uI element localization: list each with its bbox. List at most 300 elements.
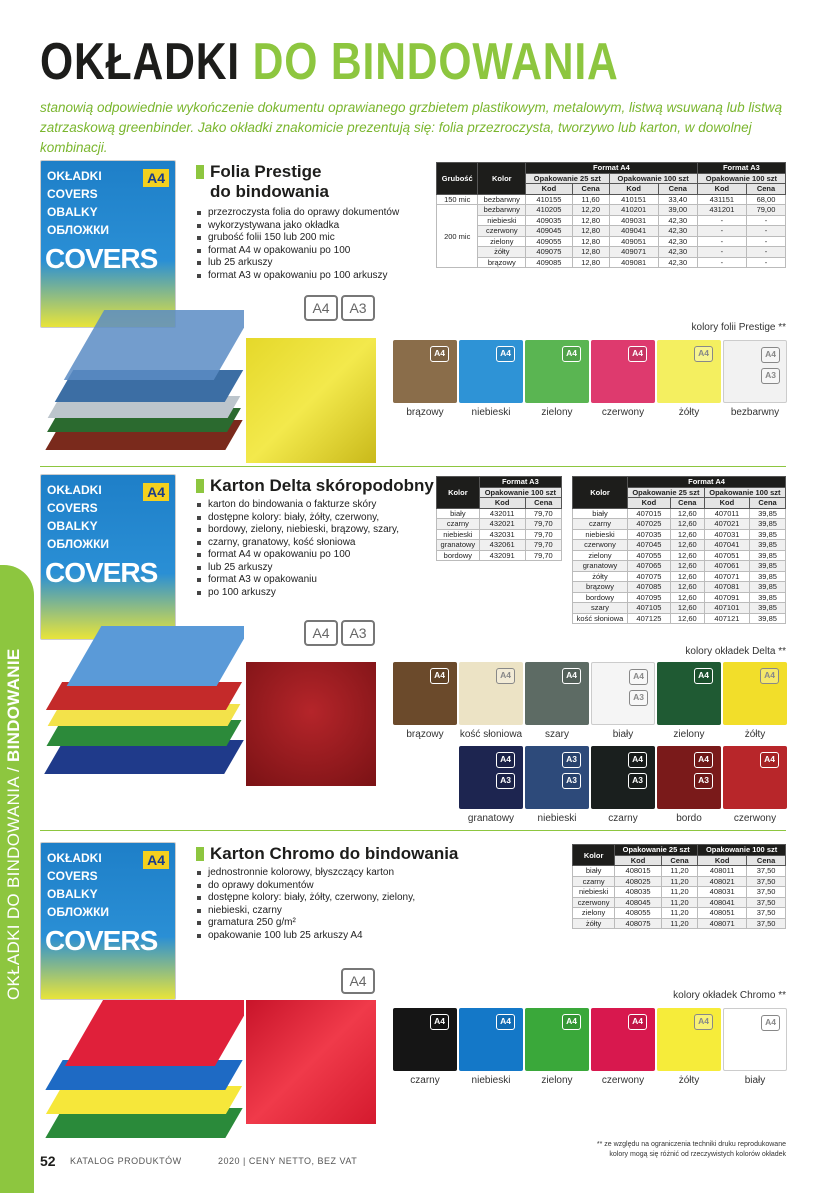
bullet-item: format A4 w opakowaniu po 100: [196, 245, 426, 258]
package-big-label: COVERS: [45, 557, 158, 588]
table-cell: 79,70: [525, 519, 561, 530]
format-tag-a4: A4: [430, 668, 449, 684]
table-cell: 39,00: [658, 205, 697, 216]
table-cell: 37,50: [747, 918, 786, 929]
format-tag-a4: A4: [760, 752, 779, 768]
table-cell: 42,30: [658, 226, 697, 237]
table-row: [573, 540, 786, 551]
table-cell: 12,60: [670, 571, 704, 582]
table-cell: biały: [573, 508, 628, 519]
sidebar-label: [4, 648, 24, 1000]
table-cell: 409071: [609, 247, 658, 258]
swatch-label: niebieski: [537, 813, 577, 824]
footnote: [560, 1140, 786, 1160]
color-swatch: [393, 340, 457, 403]
table-cell: 12,80: [572, 247, 609, 258]
table-cell: 408055: [615, 908, 662, 919]
th-kod: Kod: [704, 498, 749, 509]
table-cell: 12,60: [670, 603, 704, 614]
table-cell: 37,50: [747, 908, 786, 919]
table-cell: 407045: [628, 540, 671, 551]
table-cell: 408035: [615, 887, 662, 898]
section-title-chromo: Karton Chromo do bindowania: [196, 844, 458, 864]
table-cell: żółty: [478, 247, 526, 258]
swatch-label: biały: [612, 729, 634, 740]
bullet-item: format A4 w opakowaniu po 100: [196, 549, 432, 562]
th-op100: Opakowanie 100 szt: [609, 173, 697, 184]
product-closeup-folia: [246, 338, 376, 463]
color-swatch: [525, 1008, 589, 1071]
bullets-chromo: [196, 867, 436, 942]
table-cell: biały: [573, 866, 615, 877]
table-cell: 407081: [704, 582, 749, 593]
bullet-continuation: niebieski, czarny: [196, 905, 436, 918]
table-cell: 39,85: [750, 603, 786, 614]
package-size: A4: [143, 851, 169, 869]
format-tag-a4: A4: [628, 1014, 647, 1030]
package-label: OBALKY: [47, 519, 98, 533]
table-cell: niebieski: [573, 887, 615, 898]
package-size: A4: [143, 169, 169, 187]
color-swatch: [393, 1008, 457, 1071]
table-cell: 431151: [697, 194, 746, 205]
table-cell: -: [697, 247, 746, 258]
format-tag-a4: A4: [430, 346, 449, 362]
format-tag-a4: A4: [760, 668, 779, 684]
bullet-item: dostępne kolory: biały, żółty, czerwony,: [196, 512, 432, 525]
table-cell: żółty: [573, 918, 615, 929]
format-tag-a4: A4: [496, 752, 515, 768]
th-kod: Kod: [526, 184, 573, 195]
table-cell: 409031: [609, 215, 658, 226]
bullets-delta: [196, 499, 432, 599]
table-cell: 39,85: [750, 571, 786, 582]
th-kolor: Kolor: [573, 477, 628, 509]
table-cell: 12,60: [670, 550, 704, 561]
th-kod: Kod: [615, 855, 662, 866]
bullet-continuation: po 100 arkuszy: [196, 587, 432, 600]
color-swatch: [657, 662, 721, 725]
swatch-label: szary: [545, 729, 569, 740]
color-swatch: [723, 746, 787, 809]
intro-text: stanowią odpowiednie wykończenie dokumentu oprawianego grzbietem plastikowym, metalowym, listwą wsuwaną lub listwą zatrzaskową greenbinder. Jako okładki znakomicie prezentują się: folia przezroczysta, tworzywo lub karton, w dowolnej kombinacji.: [40, 100, 783, 155]
package-label: OBALKY: [47, 887, 98, 901]
product-package-2: [40, 474, 176, 640]
table-cell: 409081: [609, 257, 658, 268]
swatch-label: zielony: [673, 729, 705, 740]
page-title: [40, 34, 619, 90]
table-cell: 37,50: [747, 897, 786, 908]
table-cell: 39,85: [750, 592, 786, 603]
th-kolor: Kolor: [437, 477, 480, 509]
swatch-label: czerwony: [601, 407, 645, 418]
table-cell: czerwony: [573, 540, 628, 551]
format-tag-a4: A4: [430, 1014, 449, 1030]
table-cell: 409041: [609, 226, 658, 237]
table-row: [573, 592, 786, 603]
format-tag-a3: A3: [694, 773, 713, 789]
th-format-a3: Format A3: [697, 163, 785, 174]
th-kolor: Kolor: [573, 845, 615, 866]
bullet-item: przezroczysta folia do oprawy dokumentów: [196, 207, 426, 220]
table-cell: 407091: [704, 592, 749, 603]
table-cell: -: [746, 257, 785, 268]
table-cell: 39,85: [750, 529, 786, 540]
swatch-label: czarny: [410, 1075, 440, 1086]
table-cell: czarny: [437, 519, 480, 530]
th-kod: Kod: [697, 184, 746, 195]
table-cell: 407061: [704, 561, 749, 572]
table-cell: 407031: [704, 529, 749, 540]
table-cell: 79,70: [525, 540, 561, 551]
th-kolor: Kolor: [478, 163, 526, 195]
table-cell: -: [697, 236, 746, 247]
table-row: [437, 529, 562, 540]
swatch-label: biały: [744, 1075, 766, 1086]
table-cell: 11,20: [661, 866, 697, 877]
th-kod: Kod: [628, 498, 671, 509]
color-swatch: [525, 662, 589, 725]
table-cell: 407075: [628, 571, 671, 582]
table-cell: -: [746, 226, 785, 237]
th-kod: Kod: [609, 184, 658, 195]
package-label: ОБЛОЖКИ: [47, 537, 110, 551]
bullet-continuation: lub 25 arkuszy: [196, 562, 432, 575]
table-cell: 407085: [628, 582, 671, 593]
table-row: [437, 215, 786, 226]
color-swatch: [459, 340, 523, 403]
table-cell: 431201: [697, 205, 746, 216]
th-grubosc: Grubość: [437, 163, 478, 195]
product-photo-folia: [44, 300, 244, 465]
bullet-item: format A3 w opakowaniu po 100 arkuszy: [196, 270, 426, 283]
swatch-label: czerwony: [601, 1075, 645, 1086]
table-cell: 407055: [628, 550, 671, 561]
format-tag-a4: A4: [496, 668, 515, 684]
table-row: [437, 236, 786, 247]
color-swatch: [393, 662, 457, 725]
package-label: ОБЛОЖКИ: [47, 905, 110, 919]
table-cell: 407021: [704, 519, 749, 530]
package-big-label: COVERS: [45, 243, 158, 274]
table-cell: 79,70: [525, 550, 561, 561]
table-row: [573, 561, 786, 572]
table-cell: 42,30: [658, 247, 697, 258]
swatch-label: bordo: [676, 813, 702, 824]
th-op25: Opakowanie 25 szt: [615, 845, 698, 856]
format-badge-a4: A4: [304, 295, 338, 321]
bullet-continuation: do oprawy dokumentów: [196, 880, 436, 893]
price-table-delta-a4: [572, 476, 786, 624]
table-cell: 432091: [479, 550, 525, 561]
table-cell: kość słoniowa: [573, 613, 628, 624]
swatch-label: żółty: [678, 407, 700, 418]
table-cell: 12,60: [670, 540, 704, 551]
table-cell: 409051: [609, 236, 658, 247]
swatch-label: czerwony: [733, 813, 777, 824]
bullet-item: format A3 w opakowaniu: [196, 574, 432, 587]
swatch-label: niebieski: [471, 407, 511, 418]
section-title-line: Folia Prestige: [210, 162, 322, 181]
table-cell: 410151: [609, 194, 658, 205]
bullet-item: jednostronnie kolorowy, błyszczący karton: [196, 867, 436, 880]
table-cell: 12,60: [670, 561, 704, 572]
color-swatch: [723, 662, 787, 725]
table-row: [437, 550, 562, 561]
table-cell: 407011: [704, 508, 749, 519]
table-cell: -: [746, 215, 785, 226]
table-cell: 407071: [704, 571, 749, 582]
th-op100: Opakowanie 100 szt: [704, 487, 785, 498]
table-cell: 200 mic: [437, 205, 478, 268]
table-cell: 432021: [479, 519, 525, 530]
th-op100: Opakowanie 100 szt: [698, 845, 786, 856]
table-cell: 39,85: [750, 508, 786, 519]
table-cell: 409055: [526, 236, 573, 247]
color-swatch: [591, 340, 655, 403]
format-tag-a3: A3: [761, 368, 780, 384]
table-cell: niebieski: [573, 529, 628, 540]
format-tag-a3: A3: [562, 752, 581, 768]
color-swatch: [657, 340, 721, 403]
format-tag-a4: A4: [562, 1014, 581, 1030]
section-divider: [40, 830, 786, 831]
color-swatch: [657, 746, 721, 809]
section-title-delta: Karton Delta skóropodobny: [196, 476, 434, 496]
footnote-line: ** ze względu na ograniczenia techniki druku reprodukowane: [596, 1141, 786, 1148]
th-kod: Kod: [479, 498, 525, 509]
table-cell: 39,85: [750, 561, 786, 572]
table-row: [573, 582, 786, 593]
swatch-label: brązowy: [406, 729, 444, 740]
format-tag-a4: A4: [761, 1015, 780, 1031]
table-cell: 39,85: [750, 550, 786, 561]
table-row: [573, 918, 786, 929]
table-cell: 37,50: [747, 866, 786, 877]
swatch-label: brązowy: [406, 407, 444, 418]
bullet-item: dostępne kolory: biały, żółty, czerwony, zielony,: [196, 892, 436, 905]
table-cell: 432061: [479, 540, 525, 551]
table-cell: 408015: [615, 866, 662, 877]
table-cell: 410205: [526, 205, 573, 216]
footnote-line: kolory mogą się różnić od rzeczywistych kolorów okładek: [609, 1151, 786, 1158]
title-part1: OKŁADKI: [40, 33, 240, 91]
bullets-folia: [196, 207, 426, 282]
format-tag-a4: A4: [694, 1014, 713, 1030]
table-row: [437, 247, 786, 258]
table-cell: 409035: [526, 215, 573, 226]
th-op25: Opakowanie 25 szt: [628, 487, 705, 498]
table-cell: 408025: [615, 876, 662, 887]
table-cell: 12,60: [670, 613, 704, 624]
colors-heading-chromo: kolory okładek Chromo **: [673, 990, 786, 1001]
format-tag-a3: A3: [496, 773, 515, 789]
table-cell: czerwony: [478, 226, 526, 237]
th-op100: Opakowanie 100 szt: [479, 487, 561, 498]
swatch-label: zielony: [541, 407, 573, 418]
table-row: [573, 897, 786, 908]
table-cell: 11,20: [661, 908, 697, 919]
format-badge-a3: A3: [341, 295, 375, 321]
sidebar-label-bold: BINDOWANIE: [4, 648, 23, 762]
footer-prices: 2020 | CENY NETTO, BEZ VAT: [218, 1156, 358, 1166]
table-row: [573, 603, 786, 614]
bullet-item: opakowanie 100 lub 25 arkuszy A4: [196, 930, 436, 943]
table-row: [437, 540, 562, 551]
table-cell: 11,20: [661, 897, 697, 908]
table-cell: 408041: [698, 897, 747, 908]
colors-heading-delta: kolory okładek Delta **: [685, 646, 786, 657]
color-swatch: [525, 746, 589, 809]
th-format-a4: Format A4: [526, 163, 698, 174]
format-tag-a4: A4: [761, 347, 780, 363]
table-cell: 12,80: [572, 236, 609, 247]
package-size: A4: [143, 483, 169, 501]
table-cell: 12,60: [670, 529, 704, 540]
table-cell: 39,85: [750, 582, 786, 593]
color-swatch: [591, 662, 655, 725]
table-cell: 79,70: [525, 508, 561, 519]
table-row: [573, 876, 786, 887]
table-cell: czarny: [573, 519, 628, 530]
table-cell: -: [746, 247, 785, 258]
color-swatch: [459, 746, 523, 809]
table-cell: brązowy: [478, 257, 526, 268]
table-row: [573, 519, 786, 530]
table-cell: 408075: [615, 918, 662, 929]
table-cell: -: [697, 257, 746, 268]
bullet-item: grubość folii 150 lub 200 mic: [196, 232, 426, 245]
format-tag-a4: A4: [628, 752, 647, 768]
swatch-label: kość słoniowa: [459, 729, 523, 740]
table-cell: 79,00: [746, 205, 785, 216]
title-part2: DO BINDOWANIA: [252, 33, 619, 91]
package-label: OKŁADKI: [47, 851, 102, 865]
swatch-label: żółty: [744, 729, 766, 740]
package-label: OKŁADKI: [47, 169, 102, 183]
table-cell: 408045: [615, 897, 662, 908]
table-cell: 11,20: [661, 887, 697, 898]
table-row: [437, 257, 786, 268]
table-cell: 79,70: [525, 529, 561, 540]
table-cell: czarny: [573, 876, 615, 887]
format-badge-a3: A3: [341, 620, 375, 646]
table-cell: 408011: [698, 866, 747, 877]
table-cell: 407101: [704, 603, 749, 614]
color-swatch: [657, 1008, 721, 1071]
table-cell: niebieski: [478, 215, 526, 226]
table-cell: 408071: [698, 918, 747, 929]
table-row: [437, 226, 786, 237]
table-cell: 42,30: [658, 215, 697, 226]
th-cena: Cena: [670, 498, 704, 509]
table-cell: granatowy: [573, 561, 628, 572]
table-cell: 408031: [698, 887, 747, 898]
package-label: OKŁADKI: [47, 483, 102, 497]
table-row: [573, 887, 786, 898]
table-row: [437, 508, 562, 519]
section-title-line: do bindowania: [210, 182, 329, 201]
swatch-label: żółty: [678, 1075, 700, 1086]
product-closeup-chromo: [246, 1000, 376, 1124]
table-cell: -: [697, 215, 746, 226]
table-cell: 408021: [698, 876, 747, 887]
table-row: [437, 519, 562, 530]
table-cell: bezbarwny: [478, 205, 526, 216]
th-cena: Cena: [746, 184, 785, 195]
sidebar-label-normal: OKŁADKI DO BINDOWANIA /: [4, 761, 23, 1000]
table-cell: 432031: [479, 529, 525, 540]
color-swatch: [591, 746, 655, 809]
table-cell: bezbarwny: [478, 194, 526, 205]
color-swatch: [459, 662, 523, 725]
product-photo-chromo: [44, 990, 244, 1150]
color-swatch: [723, 1008, 787, 1071]
format-tag-a4: A4: [694, 752, 713, 768]
table-cell: bordowy: [437, 550, 480, 561]
table-cell: 12,60: [670, 508, 704, 519]
table-cell: zielony: [573, 908, 615, 919]
table-cell: 68,00: [746, 194, 785, 205]
bullet-continuation: lub 25 arkuszy: [196, 257, 426, 270]
table-row: [573, 613, 786, 624]
format-badge-a4: A4: [304, 620, 338, 646]
format-tag-a4: A4: [628, 346, 647, 362]
table-cell: 12,60: [670, 519, 704, 530]
table-cell: 12,60: [670, 582, 704, 593]
table-cell: 39,85: [750, 519, 786, 530]
table-cell: 407105: [628, 603, 671, 614]
table-cell: zielony: [478, 236, 526, 247]
table-cell: 407051: [704, 550, 749, 561]
format-tag-a4: A4: [694, 668, 713, 684]
th-op25: Opakowanie 25 szt: [526, 173, 609, 184]
section-divider: [40, 466, 786, 467]
bullet-item: gramatura 250 g/m²: [196, 917, 436, 930]
table-cell: 432011: [479, 508, 525, 519]
bullet-continuation: czarny, granatowy, kość słoniowa: [196, 537, 432, 550]
package-label: ОБЛОЖКИ: [47, 223, 110, 237]
color-swatch: [591, 1008, 655, 1071]
table-cell: 407035: [628, 529, 671, 540]
table-cell: szary: [573, 603, 628, 614]
footer-catalog: KATALOG PRODUKTÓW: [70, 1156, 182, 1166]
table-cell: granatowy: [437, 540, 480, 551]
bullet-item: wykorzystywana jako okładka: [196, 220, 426, 233]
colors-heading-folia: kolory folii Prestige **: [691, 322, 786, 333]
table-cell: 407065: [628, 561, 671, 572]
format-tag-a3: A3: [629, 690, 648, 706]
color-swatch: [459, 1008, 523, 1071]
color-swatch: [723, 340, 787, 403]
table-cell: 12,20: [572, 205, 609, 216]
bullet-continuation: bordowy, zielony, niebieski, brązowy, szary,: [196, 524, 432, 537]
table-cell: 12,80: [572, 215, 609, 226]
th-op100: Opakowanie 100 szt: [697, 173, 785, 184]
table-cell: 150 mic: [437, 194, 478, 205]
swatch-label: czarny: [608, 813, 638, 824]
table-cell: bordowy: [573, 592, 628, 603]
section-title-folia: [196, 162, 329, 202]
swatch-label: granatowy: [467, 813, 515, 824]
package-label: COVERS: [47, 501, 98, 515]
table-cell: -: [746, 236, 785, 247]
table-cell: 407025: [628, 519, 671, 530]
format-tag-a3: A3: [628, 773, 647, 789]
table-cell: 37,50: [747, 887, 786, 898]
format-tag-a3: A3: [562, 773, 581, 789]
table-cell: 410155: [526, 194, 573, 205]
